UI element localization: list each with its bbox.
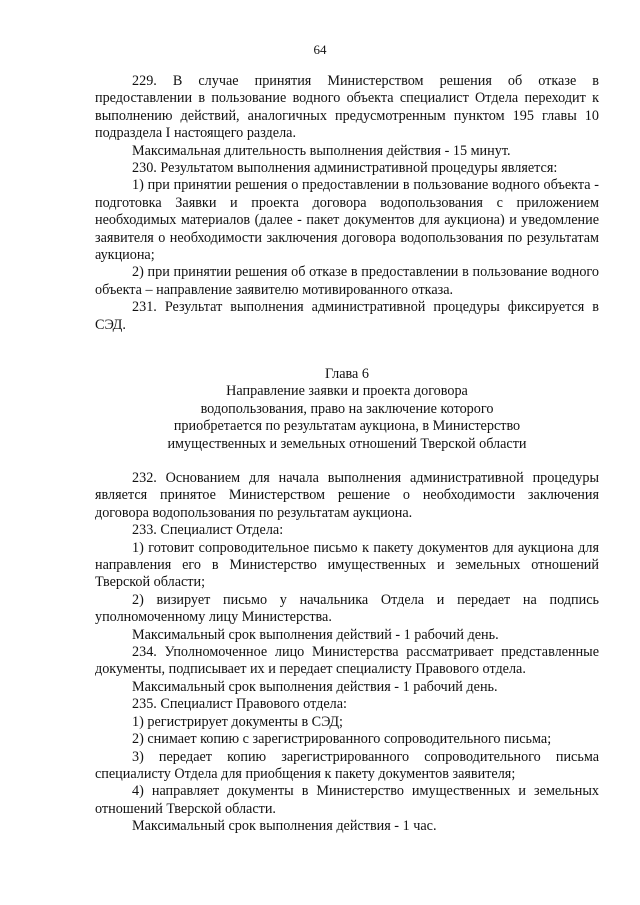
top-section bbox=[95, 73, 599, 334]
chapter-number: Глава 6 bbox=[325, 366, 369, 382]
page-number: 64 bbox=[313, 42, 327, 57]
paragraph-231: 231. Результат выполнения административной процедуры фиксируется в СЭД. bbox=[95, 299, 599, 333]
paragraph-235-item-4: 4) направляет документы в Министерство имущественных и земельных отношений Тверской области. bbox=[95, 783, 599, 817]
paragraph-229: 229. В случае принятия Министерством решения об отказе в предоставлении в пользование водного объекта специалист Отдела переходит к выполнению действий, аналогичных предусмотренным пунктом 195 главы 10 подраздела I настоящего раздела. bbox=[95, 73, 599, 142]
paragraph-230-item-1: 1) при принятии решения о предоставлении в пользование водного объекта - подготовка Заявки и проекта договора водопользования с приложением необходимых материалов (далее - пакет документов для аукциона) и уведомление заявителя о необходимости заключения договора водопользования по результатам аукциона; bbox=[95, 177, 599, 264]
paragraph-234: 234. Уполномоченное лицо Министерства рассматривает представленные документы, подписывает их и передает специалисту Правового отдела. bbox=[95, 644, 599, 678]
chapter-title-line: водопользования, право на заключение которого bbox=[200, 400, 494, 417]
paragraph-235-item-1: 1) регистрирует документы в СЭД; bbox=[132, 713, 343, 730]
paragraph-230: 230. Результатом выполнения административной процедуры является: bbox=[132, 160, 558, 177]
paragraph-232: 232. Основанием для начала выполнения административной процедуры является принятое Министерством решение о необходимости заключения договора водопользования по результатам аукциона. bbox=[95, 470, 599, 521]
paragraph-233-item-1: 1) готовит сопроводительное письмо к пакету документов для аукциона для направления его в Министерство имущественных и земельных отношений Тверской области; bbox=[95, 539, 599, 591]
chapter-title-line: имущественных и земельных отношений Тверской области bbox=[167, 435, 527, 452]
chapter-title-line: Направление заявки и проекта договора bbox=[226, 383, 468, 400]
bottom-section bbox=[95, 470, 599, 836]
paragraph-233: 233. Специалист Отдела: bbox=[132, 522, 284, 539]
paragraph-233-item-2: 2) визирует письмо у начальника Отдела и передает на подпись уполномоченному лицу Министерства. bbox=[95, 591, 599, 626]
paragraph-235-item-3: 3) передает копию зарегистрированного сопроводительного письма специалисту Отдела для приобщения к пакету документов заявителя; bbox=[95, 748, 599, 782]
paragraph-229-duration: Максимальная длительность выполнения действия - 15 минут. bbox=[132, 142, 511, 159]
paragraph-235-duration: Максимальный срок выполнения действия - 1 час. bbox=[132, 818, 437, 835]
paragraph-235-item-2: 2) снимает копию с зарегистрированного сопроводительного письма; bbox=[132, 731, 552, 748]
chapter-title-line: приобретается по результатам аукциона, в Министерство bbox=[173, 418, 521, 435]
paragraph-230-item-2: 2) при принятии решения об отказе в предоставлении в пользование водного объекта – направление заявителю мотивированного отказа. bbox=[95, 264, 599, 298]
paragraph-235: 235. Специалист Правового отдела: bbox=[132, 696, 347, 713]
paragraph-234-duration: Максимальный срок выполнения действия - 1 рабочий день. bbox=[132, 678, 498, 695]
paragraph-233-duration: Максимальный срок выполнения действий - 1 рабочий день. bbox=[132, 626, 499, 643]
chapter-heading bbox=[95, 366, 599, 453]
